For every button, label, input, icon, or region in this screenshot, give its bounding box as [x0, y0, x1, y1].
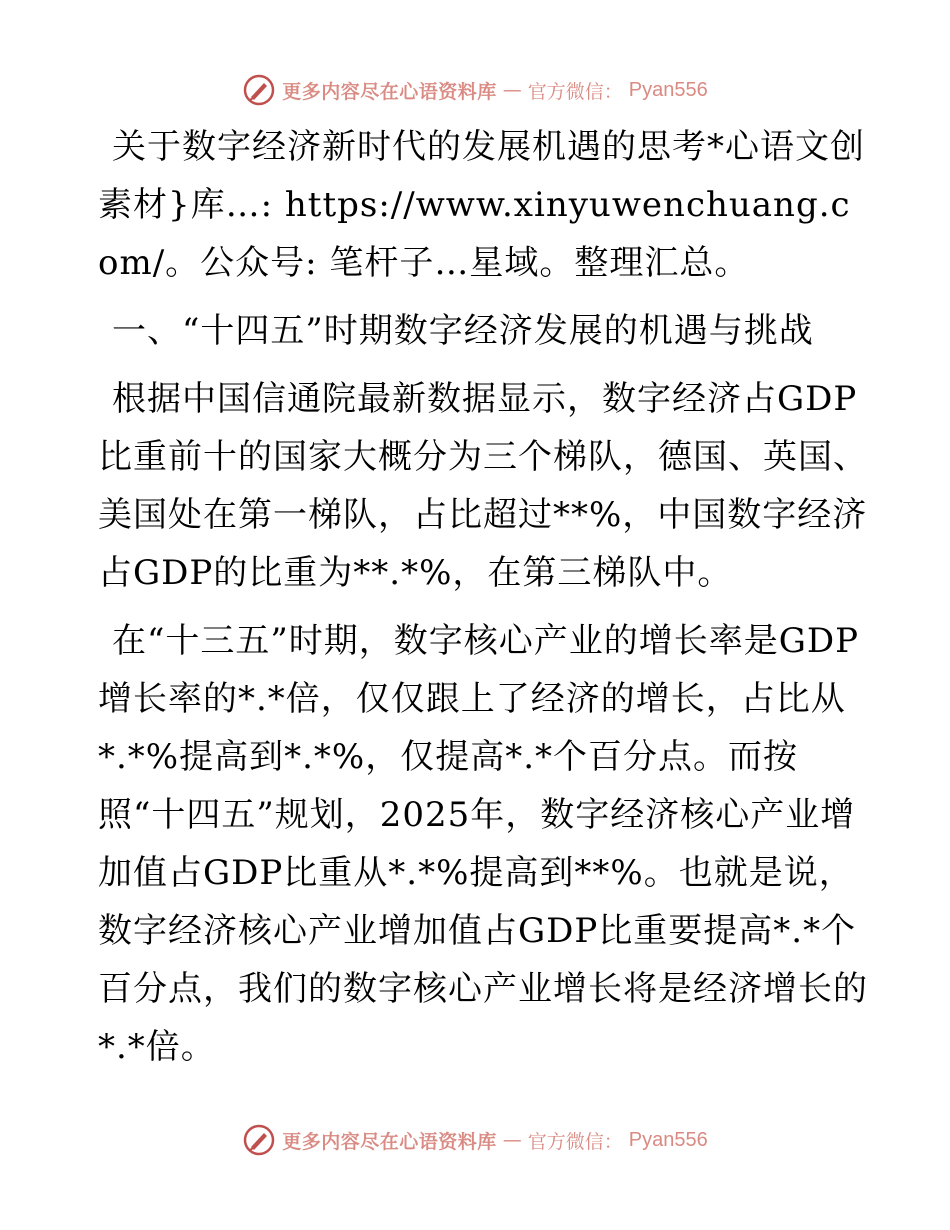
banner-main-text: 更多内容尽在心语资料库 [282, 1130, 497, 1153]
banner-wechat-id: Pyan556 [628, 78, 708, 101]
banner-wechat-id: Pyan556 [628, 1128, 708, 1151]
body-paragraph: 根据中国信通院最新数据显示，数字经济占GDP比重前十的国家大概分为三个梯队，德国、英国、美国处在第一梯队，占比超过**%，中国数字经济占GDP的比重为**.*%，在第三梯队中。 [98, 379, 868, 593]
banner-wechat-label: 官方微信： [527, 1130, 623, 1153]
feather-pen-logo-icon [242, 73, 276, 107]
banner-separator: — [502, 79, 522, 101]
section-heading: 一、“十四五”时期数字经济发展的机遇与挑战 [112, 311, 814, 351]
header-watermark-banner [0, 70, 950, 110]
body-paragraph: 在“十三五”时期，数字核心产业的增长率是GDP增长率的*.*倍，仅仅跟上了经济的增长，占比从*.*%提高到*.*%，仅提高*.*个百分点。而按照“十四五”规划，2025年，数字经济核心产业增加值占GDP比重从*.*%提高到**%。也就是说，数字经济核心产业增加值占GDP比重要提高*.*个百分点，我们的数字核心产业增长将是经济增长的*.*倍。 [98, 621, 868, 1067]
banner-wechat-label: 官方微信： [527, 80, 623, 103]
intro-paragraph: 关于数字经济新时代的发展机遇的思考*心语文创素材}库…: https://www.xinyuwenchuang.com/。公众号: 笔杆子…星域。整理汇总。 [98, 127, 865, 283]
feather-pen-logo-icon [242, 1123, 276, 1157]
footer-watermark-banner [0, 1120, 950, 1160]
banner-main-text: 更多内容尽在心语资料库 [282, 80, 497, 103]
document-body [98, 118, 868, 1076]
banner-separator: — [502, 1129, 522, 1151]
